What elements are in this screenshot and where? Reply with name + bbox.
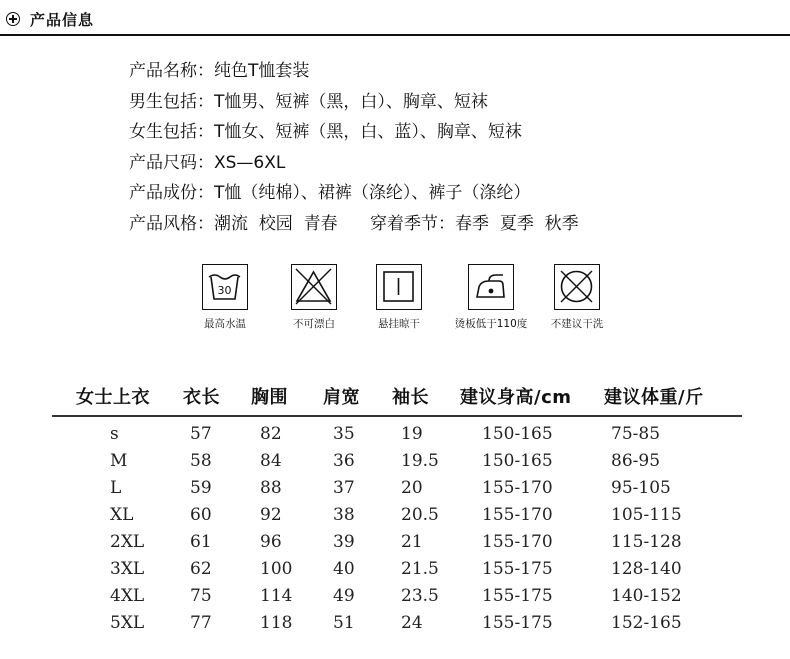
cell-shoulder: 37 <box>333 478 355 498</box>
hang-dry-icon <box>376 264 422 310</box>
care-label: 最高水温 <box>204 318 246 330</box>
care-label: 悬挂晾干 <box>378 318 420 330</box>
product-name-line: 产品名称：纯色T恤套装 <box>129 61 310 81</box>
care-item-wash <box>185 264 265 331</box>
cell-weight: 95-105 <box>611 478 671 498</box>
table-divider <box>52 415 742 417</box>
cell-size: 4XL <box>110 586 145 606</box>
cell-length: 60 <box>190 505 212 525</box>
cell-sleeve: 24 <box>401 613 423 633</box>
header-divider <box>0 34 790 36</box>
cell-weight: 115-128 <box>611 532 682 552</box>
cell-height: 150-165 <box>482 424 553 444</box>
cell-sleeve: 21 <box>401 532 423 552</box>
cell-length: 77 <box>190 613 212 633</box>
cell-weight: 128-140 <box>611 559 682 579</box>
iron-low-icon <box>468 264 514 310</box>
cell-weight: 86-95 <box>611 451 661 471</box>
cell-sleeve: 20 <box>401 478 423 498</box>
col-header-sleeve: 袖长 <box>392 387 429 408</box>
wash-temp-text: 30 <box>217 284 232 297</box>
cell-chest: 88 <box>260 478 282 498</box>
cell-chest: 118 <box>260 613 293 633</box>
wash-30-icon <box>202 264 248 310</box>
cell-size: 2XL <box>110 532 145 552</box>
section-title: 产品信息 <box>30 11 95 29</box>
cell-size: L <box>110 478 122 498</box>
cell-chest: 114 <box>260 586 293 606</box>
cell-height: 155-175 <box>482 586 553 606</box>
cell-length: 61 <box>190 532 212 552</box>
cell-sleeve: 21.5 <box>401 559 439 579</box>
cell-chest: 82 <box>260 424 282 444</box>
cell-chest: 84 <box>260 451 282 471</box>
cell-height: 155-170 <box>482 505 553 525</box>
cell-shoulder: 40 <box>333 559 355 579</box>
care-label: 烫板低于110度 <box>454 318 528 330</box>
cell-chest: 92 <box>260 505 282 525</box>
cell-shoulder: 49 <box>333 586 355 606</box>
cell-height: 150-165 <box>482 451 553 471</box>
style-season-line: 产品风格：潮流 校园 青春 穿着季节：春季 夏季 秋季 <box>129 213 579 234</box>
col-header-size: 女士上衣 <box>76 387 150 408</box>
cell-chest: 96 <box>260 532 282 552</box>
men-includes-line: 男生包括：T恤男、短裤（黑，白）、胸章、短袜 <box>129 91 488 112</box>
cell-length: 75 <box>190 586 212 606</box>
cell-sleeve: 20.5 <box>401 505 439 525</box>
cell-weight: 152-165 <box>611 613 682 633</box>
cell-sleeve: 19 <box>401 424 423 444</box>
cell-shoulder: 35 <box>333 424 355 444</box>
care-label: 不建议干洗 <box>550 318 604 330</box>
size-range-line: 产品尺码：XS—6XL <box>129 152 286 173</box>
no-dry-clean-icon <box>554 264 600 310</box>
cell-sleeve: 23.5 <box>401 586 439 606</box>
cell-height: 155-175 <box>482 559 553 579</box>
cell-weight: 140-152 <box>611 586 682 606</box>
cell-height: 155-170 <box>482 478 553 498</box>
cell-height: 155-175 <box>482 613 553 633</box>
cell-size: 5XL <box>110 613 145 633</box>
col-header-length: 衣长 <box>183 387 220 408</box>
cell-length: 58 <box>190 451 212 471</box>
col-header-height: 建议身高/cm <box>460 387 572 408</box>
cell-size: s <box>110 424 119 444</box>
cell-size: XL <box>110 505 134 525</box>
cell-shoulder: 36 <box>333 451 355 471</box>
care-item-bleach <box>274 264 354 331</box>
care-item-iron <box>451 264 531 331</box>
material-line: 产品成份：T恤（纯棉）、裙裤（涤纶）、裤子（涤纶） <box>129 183 531 203</box>
women-includes-line: 女生包括：T恤女、短裤（黑，白、蓝）、胸章、短袜 <box>129 122 522 142</box>
cell-shoulder: 39 <box>333 532 355 552</box>
no-bleach-icon <box>291 264 337 310</box>
care-label: 不可漂白 <box>293 318 335 330</box>
care-item-hang <box>359 264 439 331</box>
col-header-shoulder: 肩宽 <box>323 387 360 408</box>
cell-chest: 100 <box>260 559 293 579</box>
cell-sleeve: 19.5 <box>401 451 439 471</box>
cell-weight: 75-85 <box>611 424 661 444</box>
col-header-weight: 建议体重/斤 <box>604 387 704 408</box>
plus-circle-icon <box>6 12 20 26</box>
cell-weight: 105-115 <box>611 505 682 525</box>
cell-shoulder: 51 <box>333 613 355 633</box>
cell-length: 62 <box>190 559 212 579</box>
col-header-chest: 胸围 <box>251 387 288 408</box>
cell-length: 59 <box>190 478 212 498</box>
care-item-dryclean <box>537 264 617 331</box>
cell-height: 155-170 <box>482 532 553 552</box>
cell-size: 3XL <box>110 559 145 579</box>
care-instructions <box>0 264 790 334</box>
cell-shoulder: 38 <box>333 505 355 525</box>
product-info <box>129 56 579 239</box>
section-header <box>0 0 790 36</box>
cell-length: 57 <box>190 424 212 444</box>
cell-size: M <box>110 451 128 471</box>
